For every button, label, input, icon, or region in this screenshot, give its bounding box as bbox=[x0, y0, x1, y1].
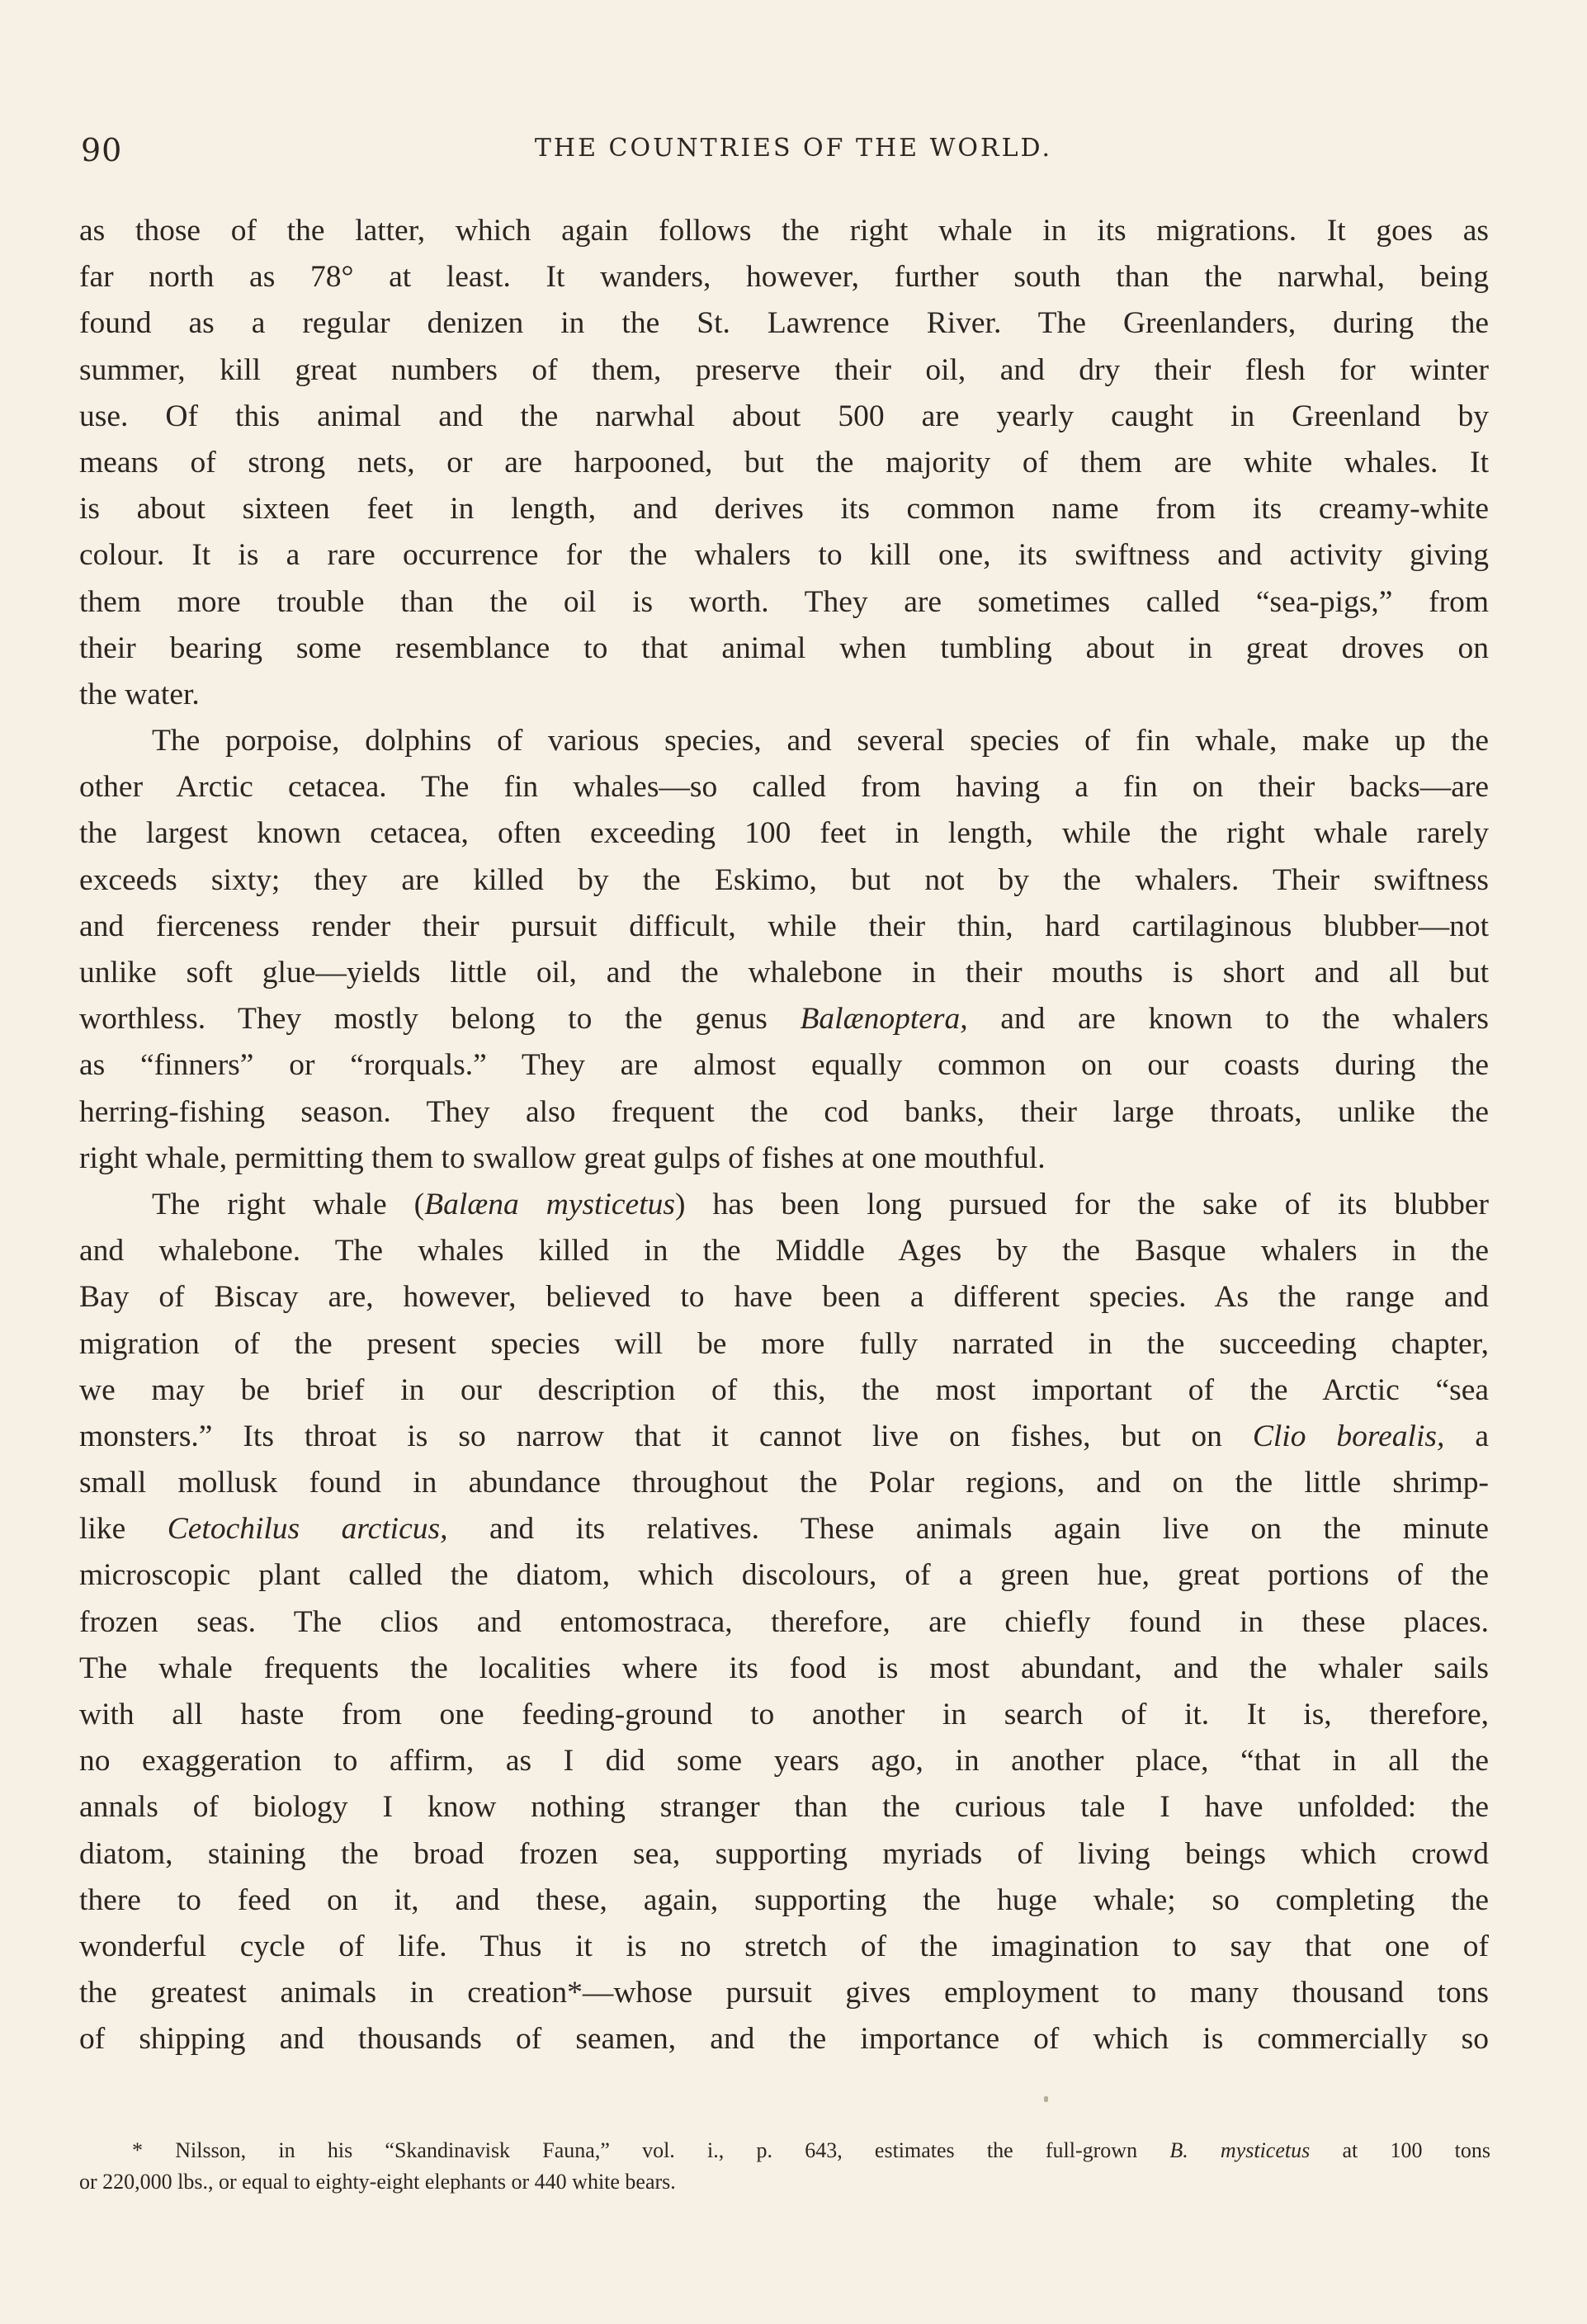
text-line bbox=[79, 1646, 1489, 1692]
text-run: the greatest animals in creation*—whose pursuit gives employment to many thousand tons bbox=[79, 1976, 1489, 2010]
text-line bbox=[79, 1599, 1489, 1646]
text-line bbox=[79, 486, 1489, 532]
text-line bbox=[79, 1831, 1489, 1878]
text-run: The right whale ( bbox=[152, 1187, 425, 1221]
text-line bbox=[79, 1878, 1489, 1924]
text-run: summer, kill great numbers of them, preserve their oil, and dry their flesh for winter bbox=[79, 352, 1489, 387]
text-line bbox=[79, 1042, 1489, 1089]
text-run: migration of the present species will be more fully narrated in the succeeding chapter, bbox=[79, 1326, 1489, 1361]
body-text bbox=[79, 208, 1489, 2063]
text-line bbox=[79, 1414, 1489, 1460]
footnote-line bbox=[79, 2135, 1490, 2166]
italic-term: Cetochilus arcticus, bbox=[167, 1512, 448, 1547]
text-run: far north as 78° at least. It wanders, however, further south than the narwhal, being bbox=[79, 260, 1489, 295]
text-line bbox=[79, 1089, 1489, 1136]
text-line bbox=[79, 1738, 1489, 1784]
text-run: them more trouble than the oil is worth. They are sometimes called “sea-pigs,” from bbox=[79, 584, 1489, 619]
text-run: other Arctic cetacea. The fin whales—so called from having a fin on their backs—are bbox=[79, 770, 1489, 805]
text-run: of shipping and thousands of seamen, and the importance of which is commercially so bbox=[79, 2022, 1489, 2057]
text-line bbox=[79, 626, 1489, 672]
text-run: like bbox=[79, 1512, 168, 1547]
text-line bbox=[79, 579, 1489, 626]
text-line bbox=[79, 1924, 1489, 1970]
text-run: as those of the latter, which again follows the right whale in its migrations. It goes as bbox=[79, 214, 1489, 248]
running-title: THE COUNTRIES OF THE WORLD. bbox=[534, 134, 1053, 163]
text-run: right whale, permitting them to swallow great gulps of fishes at one mouthful. bbox=[79, 1141, 1046, 1175]
text-run: use. Of this animal and the narwhal about 500 are yearly caught in Greenland by bbox=[79, 399, 1489, 433]
text-run: is about sixteen feet in length, and derives its common name from its creamy-white bbox=[79, 492, 1489, 527]
text-run: annals of biology I know nothing stranger than the curious tale I have unfolded: the bbox=[79, 1790, 1489, 1825]
text-line bbox=[79, 904, 1489, 950]
text-line bbox=[79, 1970, 1489, 2016]
text-run: * Nilsson, in his “Skandinavisk Fauna,” vol. i., p. 643, estimates the full-grown bbox=[132, 2138, 1170, 2162]
text-line bbox=[79, 1228, 1489, 1274]
text-run: The whale frequents the localities where its food is most abundant, and the whaler sails bbox=[79, 1651, 1489, 1685]
text-run: there to feed on it, and these, again, supporting the huge whale; so completing the bbox=[79, 1882, 1489, 1917]
text-run: and are known to the whalers bbox=[967, 1002, 1489, 1037]
text-line bbox=[79, 1784, 1489, 1830]
text-line bbox=[79, 1552, 1489, 1599]
text-run: means of strong nets, or are harpooned, but the majority of them are white whales. It bbox=[79, 445, 1489, 479]
text-line bbox=[79, 764, 1489, 810]
text-run: or 220,000 lbs., or equal to eighty-eight elephants or 440 white bears. bbox=[79, 2170, 676, 2194]
text-line bbox=[79, 1367, 1489, 1414]
text-run: Bay of Biscay are, however, believed to have been a different species. As the range and bbox=[79, 1280, 1489, 1315]
italic-term: Balænoptera, bbox=[800, 1002, 968, 1037]
text-line bbox=[79, 1182, 1489, 1228]
text-run: the largest known cetacea, often exceeding 100 feet in length, while the right whale rarely bbox=[79, 816, 1489, 851]
text-run: we may be brief in our description of this, the most important of the Arctic “sea bbox=[79, 1372, 1489, 1407]
text-line bbox=[79, 440, 1489, 486]
text-run: monsters.” Its throat is so narrow that it cannot live on fishes, but on bbox=[79, 1419, 1253, 1453]
text-line bbox=[79, 1460, 1489, 1506]
text-run: small mollusk found in abundance throughout the Polar regions, and on the little shrimp- bbox=[79, 1466, 1489, 1500]
text-line bbox=[79, 718, 1489, 764]
text-line bbox=[79, 950, 1489, 996]
text-line bbox=[79, 2016, 1489, 2062]
text-run: found as a regular denizen in the St. Lawrence River. The Greenlanders, during the bbox=[79, 306, 1489, 341]
text-run: exceeds sixty; they are killed by the Eskimo, but not by the whalers. Their swiftness bbox=[79, 862, 1489, 897]
footnote-line bbox=[79, 2166, 1490, 2198]
text-line bbox=[79, 254, 1489, 300]
italic-term: Balæna mysticetus bbox=[424, 1187, 675, 1221]
text-run: and its relatives. These animals again live on the minute bbox=[447, 1512, 1489, 1547]
text-run: frozen seas. The clios and entomostraca, therefore, are chiefly found in these places. bbox=[79, 1604, 1489, 1639]
text-line bbox=[79, 347, 1489, 394]
page-number: 90 bbox=[81, 132, 123, 168]
text-line bbox=[79, 532, 1489, 579]
text-run: their bearing some resemblance to that animal when tumbling about in great droves on bbox=[79, 631, 1489, 665]
text-line bbox=[79, 996, 1489, 1042]
text-line bbox=[79, 1321, 1489, 1367]
text-line bbox=[79, 394, 1489, 440]
text-line bbox=[79, 810, 1489, 857]
text-run: microscopic plant called the diatom, which discolours, of a green hue, great portions of the bbox=[79, 1558, 1489, 1593]
text-run: with all haste from one feeding-ground to another in search of it. It is, therefore, bbox=[79, 1698, 1489, 1731]
text-run: The porpoise, dolphins of various species, and several species of fin whale, make up the bbox=[152, 724, 1489, 758]
italic-term: Clio borealis, bbox=[1252, 1419, 1445, 1453]
text-line bbox=[79, 300, 1489, 347]
text-run: diatom, staining the broad frozen sea, supporting myriads of living beings which crowd bbox=[79, 1836, 1489, 1871]
text-line bbox=[79, 1506, 1489, 1552]
text-line bbox=[79, 1136, 1489, 1182]
text-run: herring-fishing season. They also frequent the cod banks, their large throats, unlike the bbox=[79, 1094, 1489, 1129]
text-run: and fierceness render their pursuit difficult, while their thin, hard cartilaginous blubber—not bbox=[79, 909, 1489, 943]
text-run: unlike soft glue—yields little oil, and the whalebone in their mouths is short and all but bbox=[79, 956, 1489, 990]
text-run: the water. bbox=[79, 677, 200, 711]
text-run: a bbox=[1444, 1419, 1489, 1453]
text-run: no exaggeration to affirm, as I did some years ago, in another place, “that in all the bbox=[79, 1744, 1489, 1778]
text-run: worthless. They mostly belong to the genus bbox=[79, 1002, 801, 1037]
text-run: ) has been long pursued for the sake of its blubber bbox=[674, 1187, 1489, 1221]
text-line bbox=[79, 1692, 1489, 1738]
text-line bbox=[79, 672, 1489, 718]
text-run: wonderful cycle of life. Thus it is no stretch of the imagination to say that one of bbox=[79, 1929, 1489, 1963]
text-run: colour. It is a rare occurrence for the whalers to kill one, its swiftness and activity giving bbox=[79, 538, 1489, 573]
text-run: as “finners” or “rorquals.” They are almost equally common on our coasts during the bbox=[79, 1048, 1489, 1083]
text-run: at 100 tons bbox=[1310, 2138, 1490, 2162]
text-line bbox=[79, 857, 1489, 904]
text-line bbox=[79, 208, 1489, 254]
text-line bbox=[79, 1274, 1489, 1320]
italic-term: B. mysticetus bbox=[1169, 2138, 1311, 2162]
ink-speck bbox=[1044, 2096, 1048, 2102]
footnote bbox=[79, 2135, 1490, 2198]
text-run: and whalebone. The whales killed in the Middle Ages by the Basque whalers in the bbox=[79, 1234, 1489, 1268]
